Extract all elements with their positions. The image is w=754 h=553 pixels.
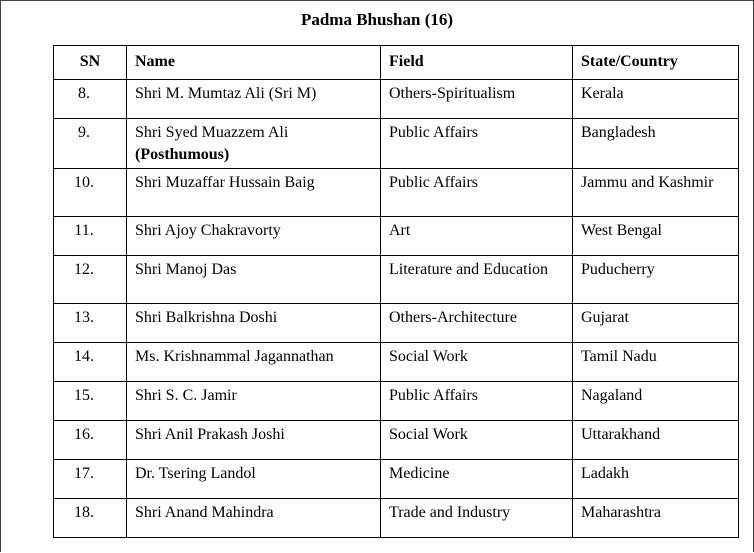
cell-state: West Bengal bbox=[573, 217, 739, 256]
table-row bbox=[54, 80, 739, 119]
table-row bbox=[54, 460, 739, 499]
cell-field: Trade and Industry bbox=[381, 499, 573, 538]
cell-name: Shri Balkrishna Doshi bbox=[127, 304, 381, 343]
cell-name: Shri S. C. Jamir bbox=[127, 382, 381, 421]
cell-field: Social Work bbox=[381, 343, 573, 382]
cell-state: Uttarakhand bbox=[573, 421, 739, 460]
cell-sn: 18. bbox=[54, 499, 127, 538]
cell-name: Shri Muzaffar Hussain Baig bbox=[127, 169, 381, 217]
cell-sn: 9. bbox=[54, 119, 127, 169]
cell-sn: 17. bbox=[54, 460, 127, 499]
table-row bbox=[54, 217, 739, 256]
cell-field: Social Work bbox=[381, 421, 573, 460]
cell-sn: 15. bbox=[54, 382, 127, 421]
table-row bbox=[54, 304, 739, 343]
name-text: Shri Syed Muazzem Ali bbox=[135, 124, 289, 141]
cell-name: Ms. Krishnammal Jagannathan bbox=[127, 343, 381, 382]
table-row bbox=[54, 382, 739, 421]
table-row bbox=[54, 499, 739, 538]
cell-field: Public Affairs bbox=[381, 169, 573, 217]
cell-state: Jammu and Kashmir bbox=[573, 169, 739, 217]
cell-state: Tamil Nadu bbox=[573, 343, 739, 382]
cell-name: Shri Anand Mahindra bbox=[127, 499, 381, 538]
cell-field: Art bbox=[381, 217, 573, 256]
table-row bbox=[54, 169, 739, 217]
cell-state: Nagaland bbox=[573, 382, 739, 421]
cell-name: Shri Manoj Das bbox=[127, 256, 381, 304]
header-name: Name bbox=[127, 46, 381, 80]
cell-field: Others-Spiritualism bbox=[381, 80, 573, 119]
awardees-table bbox=[53, 45, 739, 538]
posthumous-note: (Posthumous) bbox=[135, 146, 230, 163]
table-row bbox=[54, 421, 739, 460]
cell-sn: 8. bbox=[54, 80, 127, 119]
cell-sn: 11. bbox=[54, 217, 127, 256]
cell-name: Shri M. Mumtaz Ali (Sri M) bbox=[127, 80, 381, 119]
cell-sn: 16. bbox=[54, 421, 127, 460]
table-row bbox=[54, 119, 739, 169]
page-title: Padma Bhushan (16) bbox=[300, 10, 454, 29]
cell-field: Medicine bbox=[381, 460, 573, 499]
cell-sn: 10. bbox=[54, 169, 127, 217]
table-header-row bbox=[54, 46, 739, 80]
cell-sn: 13. bbox=[54, 304, 127, 343]
header-sn: SN bbox=[54, 46, 127, 80]
cell-name: Dr. Tsering Landol bbox=[127, 460, 381, 499]
cell-name: Shri Ajoy Chakravorty bbox=[127, 217, 381, 256]
cell-state: Maharashtra bbox=[573, 499, 739, 538]
cell-state: Puducherry bbox=[573, 256, 739, 304]
cell-field: Literature and Education bbox=[381, 256, 573, 304]
cell-state: Bangladesh bbox=[573, 119, 739, 169]
cell-sn: 14. bbox=[54, 343, 127, 382]
header-field: Field bbox=[381, 46, 573, 80]
cell-field: Others-Architecture bbox=[381, 304, 573, 343]
table-row bbox=[54, 256, 739, 304]
cell-state: Gujarat bbox=[573, 304, 739, 343]
cell-name: Shri Anil Prakash Joshi bbox=[127, 421, 381, 460]
cell-state: Ladakh bbox=[573, 460, 739, 499]
header-state: State/Country bbox=[573, 46, 739, 80]
cell-field: Public Affairs bbox=[381, 382, 573, 421]
table-row bbox=[54, 343, 739, 382]
cell-sn: 12. bbox=[54, 256, 127, 304]
cell-field: Public Affairs bbox=[381, 119, 573, 169]
cell-state: Kerala bbox=[573, 80, 739, 119]
cell-name bbox=[127, 119, 381, 169]
